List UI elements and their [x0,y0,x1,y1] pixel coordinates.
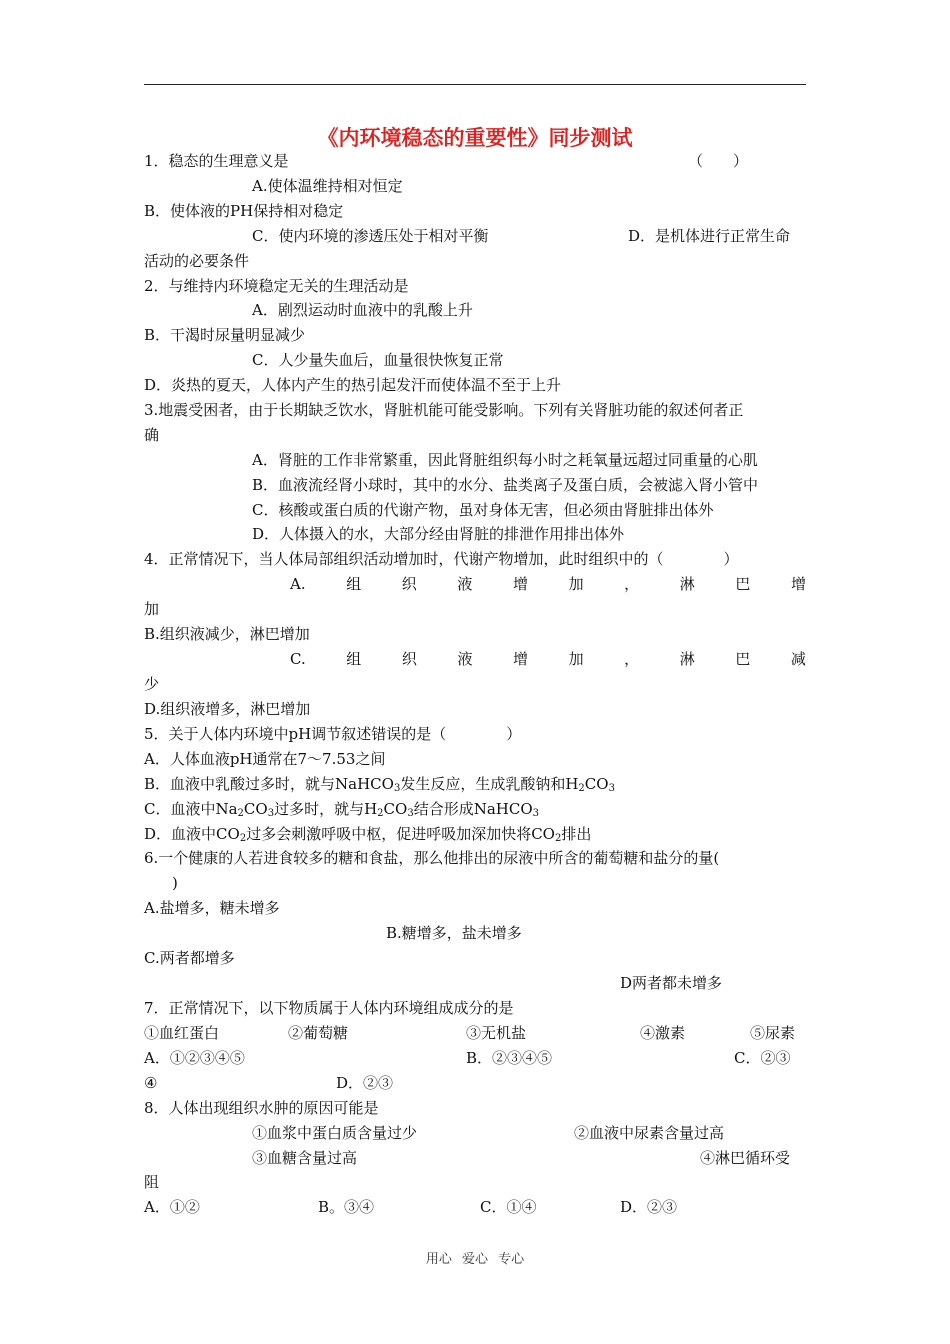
q4-option-c [290,649,806,669]
q4-option-a [290,574,806,594]
q5-b-sub: 2 [578,783,585,794]
q5-c-sub: 3 [407,808,414,819]
q5-c-sub: 2 [237,808,244,819]
q8-option-c: C．①④ [480,1198,537,1216]
q5-b-text: 发生反应，生成乳酸钠和H [400,775,579,793]
q4-a-char: ， [624,575,640,593]
q1-answer-paren: （ ） [688,152,749,170]
q8-option-b: B。③④ [318,1198,375,1216]
q6-stem-cont: ) [172,874,178,892]
q3-stem-cont: 确 [144,426,160,444]
q5-option-a: A．人体血液pH通常在7～7.53之间 [144,750,386,768]
q1-option-b: B．使体液的PH保持相对稳定 [144,202,344,220]
q7-option-a: A．①②③④⑤ [144,1049,245,1067]
q4-a-char: 增 [790,575,806,593]
q4-a-char: 增 [512,575,528,593]
q1-option-c: C．使内环境的渗透压处于相对平衡 [252,227,489,245]
q4-c-char: 增 [513,650,529,668]
q4-c-char: 巴 [735,650,751,668]
q5-option-b [144,774,615,794]
q1-option-d: D．是机体进行正常生命 [628,227,791,245]
q7-option-b: B．②③④⑤ [466,1049,553,1067]
q8-item-1: ①血浆中蛋白质含量过少 [252,1124,418,1142]
q5-d-sub: 2 [554,833,562,844]
q1-option-d-cont: 活动的必要条件 [144,252,250,270]
q2-option-c: C．人少量失血后，血量很快恢复正常 [252,351,504,369]
q4-stem: 4．正常情况下，当人体局部组织活动增加时，代谢产物增加，此时组织中的（ ） [144,550,739,568]
q5-c-sub: 3 [267,808,275,819]
q7-item-1: ①血红蛋白 [144,1024,220,1042]
q4-a-char: A. [290,575,306,593]
q7-item-2: ②葡萄糖 [288,1024,349,1042]
q6-stem: 6.一个健康的人若进食较多的糖和食盐，那么他排出的尿液中所含的葡萄糖和盐分的量( [144,849,720,867]
q5-d-text: 过多会刺激呼吸中枢，促进呼吸加深加快将CO [246,825,555,843]
q5-c-text: 结合形成NaHCO [413,800,533,818]
q6-option-a: A.盐增多，糖未增多 [144,899,280,917]
q5-option-c [144,799,539,819]
q5-b-sub: 3 [393,783,401,794]
q4-c-char: 加 [568,650,584,668]
q7-item-5: ⑤尿素 [750,1024,796,1042]
q5-c-text: 过多时，就与H [274,800,378,818]
header-rule [144,84,806,85]
q5-d-text: 排出 [561,825,592,843]
q5-b-text: CO [584,775,609,793]
q4-c-char: 组 [346,650,362,668]
q7-item-4: ④激素 [640,1024,686,1042]
q5-option-d [144,824,591,844]
q5-c-text: C．血液中Na [144,800,238,818]
q7-option-c: C．②③ [734,1049,791,1067]
q1-stem: 1．稳态的生理意义是 [144,152,289,170]
q2-option-d: D．炎热的夏天，人体内产生的热引起发汗而使体温不至于上升 [144,376,562,394]
q5-c-sub: 3 [532,808,540,819]
q3-stem: 3.地震受困者，由于长期缺乏饮水，肾脏机能可能受影响。下列有关肾脏功能的叙述何者正 [144,401,744,419]
q2-stem: 2．与维持内环境稳定无关的生理活动是 [144,277,409,295]
q4-a-char: 淋 [679,575,695,593]
q4-a-char: 加 [568,575,584,593]
q3-option-a: A．肾脏的工作非常繁重，因此肾脏组织每小时之耗氧量远超过同重量的心肌 [252,451,758,469]
q6-option-b: B.糖增多，盐未增多 [386,924,522,942]
page-footer: 用心 爱心 专心 [425,1252,525,1267]
page-title: 《内环境稳态的重要性》同步测试 [317,126,633,150]
q3-option-b: B．血液流经肾小球时，其中的水分、盐类离子及蛋白质，会被滤入肾小管中 [252,476,759,494]
q4-a-char: 巴 [735,575,751,593]
q4-c-char: 织 [401,650,417,668]
q2-option-a: A．剧烈运动时血液中的乳酸上升 [252,301,473,319]
q5-stem: 5．关于人体内环境中pH调节叙述错误的是（ ） [144,725,522,743]
q5-b-text: B．血液中乳酸过多时，就与NaHCO [144,775,394,793]
q7-item-3: ③无机盐 [466,1024,527,1042]
q5-d-sub: 2 [239,833,247,844]
q7-option-d: D．②③ [336,1074,394,1092]
q4-a-char: 组 [346,575,362,593]
q8-item-2: ②血液中尿素含量过高 [574,1124,725,1142]
q5-c-text: CO [383,800,408,818]
q5-c-text: CO [243,800,268,818]
q4-c-char: C. [290,650,306,668]
q5-d-text: D．血液中CO [144,825,240,843]
q4-a-char: 液 [457,575,473,593]
q7-stem: 7．正常情况下，以下物质属于人体内环境组成成分的是 [144,999,514,1017]
q8-item-4: ④淋巴循环受 [700,1149,791,1167]
q4-a-char: 织 [401,575,417,593]
q4-option-a-cont: 加 [144,600,160,618]
q8-item-4-cont: 阻 [144,1173,160,1191]
q4-c-char: 淋 [679,650,695,668]
q4-c-char: 减 [790,650,806,668]
q6-option-c: C.两者都增多 [144,949,235,967]
q8-option-a: A．①② [144,1198,200,1216]
q4-option-d: D.组织液增多，淋巴增加 [144,700,311,718]
q1-option-a: A.使体温维持相对恒定 [252,177,403,195]
q8-stem: 8．人体出现组织水肿的原因可能是 [144,1099,379,1117]
q3-option-c: C．核酸或蛋白质的代谢产物，虽对身体无害，但必须由肾脏排出体外 [252,501,714,519]
q4-option-c-cont: 少 [144,675,160,693]
q4-option-b: B.组织液减少，淋巴增加 [144,625,310,643]
q5-b-sub: 3 [608,783,615,794]
q8-item-3: ③血糖含量过高 [252,1149,358,1167]
q3-option-d: D．人体摄入的水，大部分经由肾脏的排泄作用排出体外 [252,525,625,543]
q6-option-d: D两者都未增多 [620,974,723,992]
q4-c-char: ， [624,650,640,668]
q2-option-b: B．干渴时尿量明显减少 [144,326,306,344]
q7-option-c-cont: ④ [144,1074,158,1092]
q4-c-char: 液 [457,650,473,668]
q5-c-sub: 2 [377,808,384,819]
q8-option-d: D．②③ [620,1198,678,1216]
